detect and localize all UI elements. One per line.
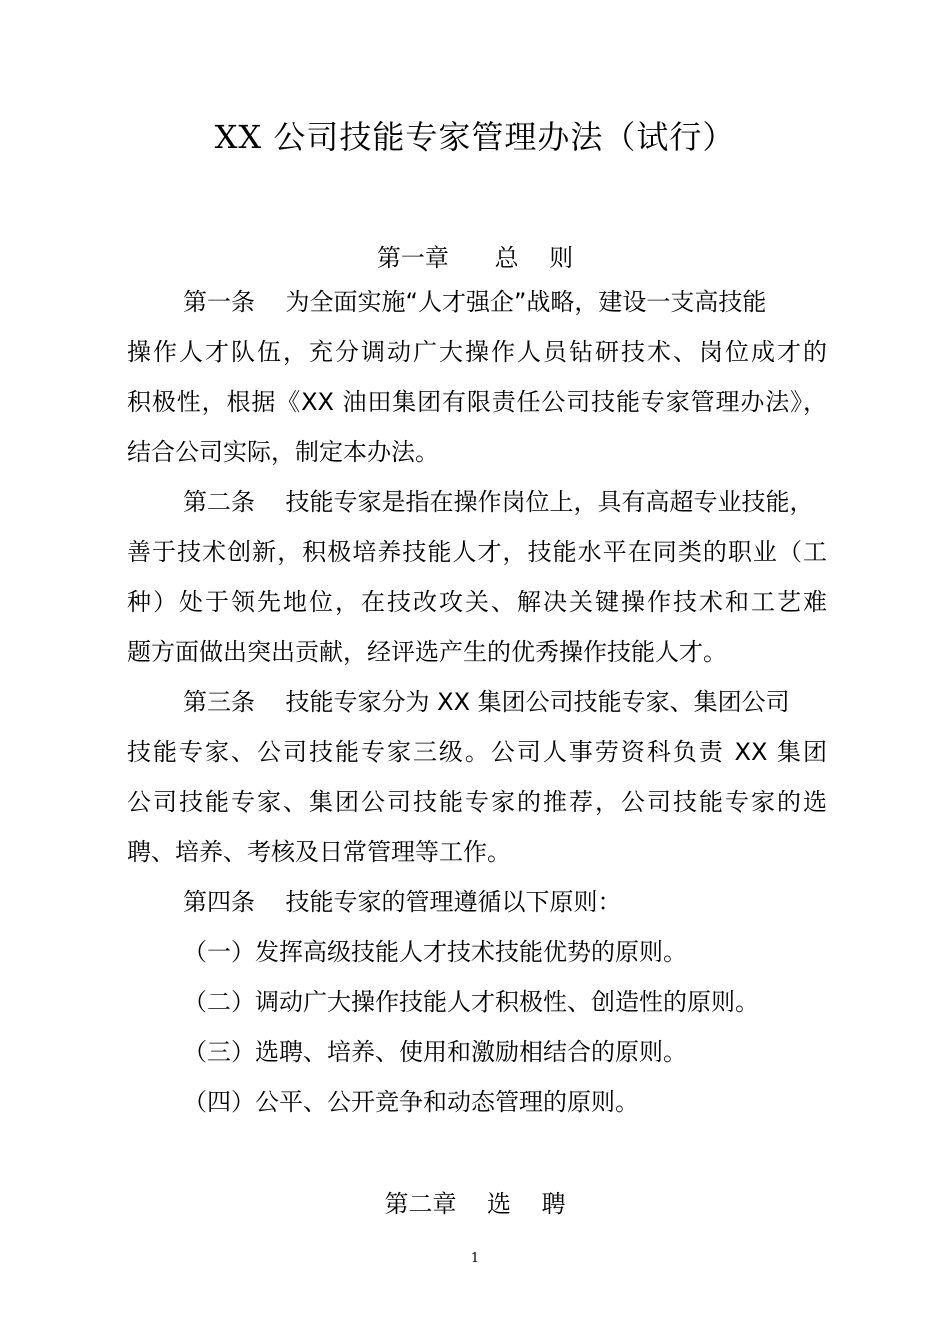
- article-1-line: 结合公司实际，制定本办法。: [127, 438, 439, 466]
- article-3-line: 聘、培养、考核及日常管理等工作。: [127, 838, 511, 866]
- article-3-line: 技能专家、公司技能专家三级。公司人事劳资科负责 XX 集团: [127, 738, 827, 766]
- article-4-line: 第四条 技能专家的管理遵循以下原则：: [183, 888, 622, 916]
- article-3-line: 公司技能专家、集团公司技能专家的推荐，公司技能专家的选: [127, 788, 827, 816]
- article-3-line: 第三条 技能专家分为 XX 集团公司技能专家、集团公司: [183, 688, 790, 716]
- article-2-line: 种）处于领先地位，在技改攻关、解决关键操作技术和工艺难: [127, 588, 827, 616]
- article-2-line: 善于技术创新，积极培养技能人才，技能水平在同类的职业（工: [127, 538, 827, 566]
- principle-item: （一）发挥高级技能人才技术技能优势的原则。: [183, 938, 687, 966]
- principle-item: （三）选聘、培养、使用和激励相结合的原则。: [183, 1038, 687, 1066]
- article-1-line: 操作人才队伍，充分调动广大操作人员钻研技术、岗位成才的: [127, 338, 827, 366]
- principle-item: （四）公平、公开竞争和动态管理的原则。: [183, 1088, 639, 1116]
- chapter-heading: 第二章 选 聘: [384, 1190, 566, 1218]
- article-1-line: 积极性，根据《XX 油田集团有限责任公司技能专家管理办法》，: [127, 388, 827, 416]
- article-2-line: 题方面做出突出贡献，经评选产生的优秀操作技能人才。: [127, 638, 727, 666]
- chapter-heading: 第一章 总 则: [376, 244, 574, 272]
- page-number: 1: [470, 1251, 480, 1266]
- principle-item: （二）调动广大操作技能人才积极性、创造性的原则。: [183, 988, 759, 1016]
- article-2-line: 第二条 技能专家是指在操作岗位上，具有高超专业技能，: [183, 488, 814, 516]
- article-1-line: 第一条 为全面实施“人才强企”战略，建设一支高技能: [183, 288, 767, 316]
- document-title: XX 公司技能专家管理办法（试行）: [214, 118, 736, 156]
